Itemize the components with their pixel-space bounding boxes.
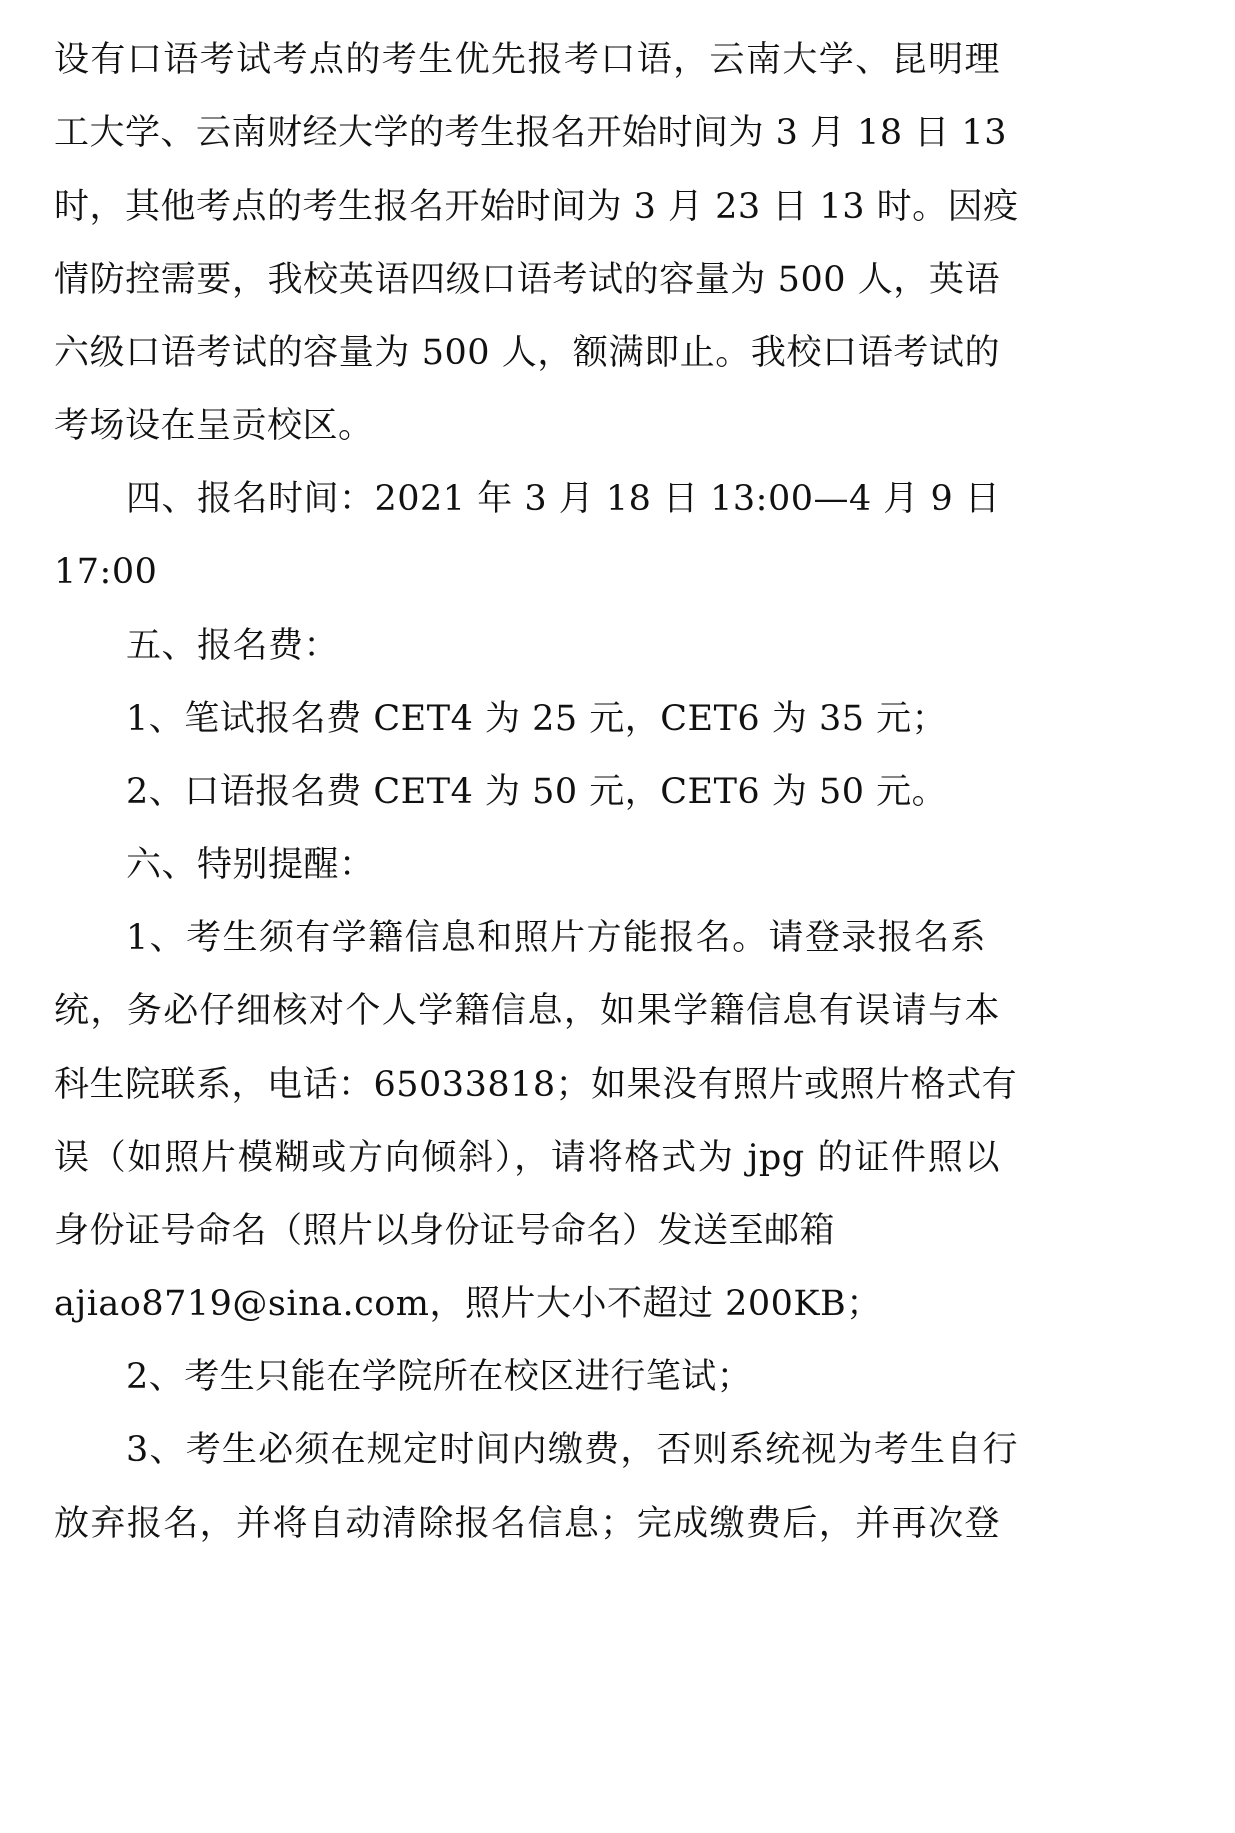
fee-item-oral: 2、口语报名费 CET4 为 50 元，CET6 为 50 元。 — [126, 772, 948, 812]
fee-item-written: 1、笔试报名费 CET4 为 25 元，CET6 为 35 元； — [126, 699, 948, 739]
section-heading-registration-fee: 五、报名费： — [126, 626, 340, 666]
text-line: 设有口语考试考点的考生优先报考口语，云南大学、昆明理 — [54, 40, 1000, 80]
text-line: 身份证号命名（照片以身份证号命名）发送至邮箱 — [54, 1211, 836, 1251]
text-line: 时，其他考点的考生报名开始时间为 3 月 23 日 13 时。因疫 — [54, 187, 1019, 227]
section-heading-special-reminder: 六、特别提醒： — [126, 845, 375, 885]
text-line: 统，务必仔细核对个人学籍信息，如果学籍信息有误请与本 — [54, 991, 1000, 1031]
reminder-item-3: 3、考生必须在规定时间内缴费，否则系统视为考生自行 — [126, 1430, 1018, 1470]
text-line: 工大学、云南财经大学的考生报名开始时间为 3 月 18 日 13 — [54, 113, 1007, 153]
text-line: 17:00 — [54, 552, 158, 592]
email-line: ajiao8719@sina.com，照片大小不超过 200KB； — [54, 1284, 882, 1324]
text-line: 放弃报名，并将自动清除报名信息；完成缴费后，并再次登 — [54, 1504, 1000, 1544]
reminder-item-2: 2、考生只能在学院所在校区进行笔试； — [126, 1357, 753, 1397]
text-line: 科生院联系，电话：65033818；如果没有照片或照片格式有 — [54, 1065, 1018, 1105]
text-line: 考场设在呈贡校区。 — [54, 406, 374, 446]
reminder-item-1: 1、考生须有学籍信息和照片方能报名。请登录报名系 — [126, 918, 986, 958]
text-line: 六级口语考试的容量为 500 人，额满即止。我校口语考试的 — [54, 333, 1000, 373]
section-heading-registration-time: 四、报名时间：2021 年 3 月 18 日 13:00—4 月 9 日 — [126, 479, 1001, 519]
text-line: 误（如照片模糊或方向倾斜），请将格式为 jpg 的证件照以 — [54, 1138, 1000, 1178]
text-line: 情防控需要，我校英语四级口语考试的容量为 500 人，英语 — [54, 260, 1000, 300]
